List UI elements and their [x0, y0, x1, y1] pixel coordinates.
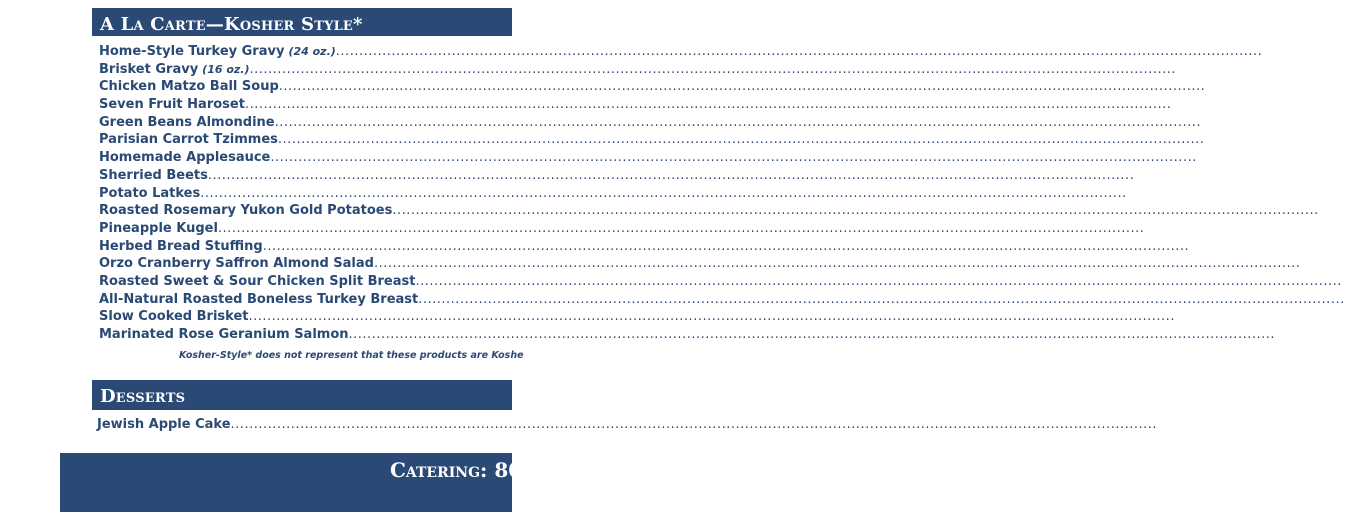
kosher-section-title: A La Carte—Kosher Style*: [100, 14, 363, 35]
leader-dots: ........................................................................................................................................................................................................: [278, 79, 1206, 95]
menu-item: [99, 61, 1176, 79]
menu-item: [99, 131, 1205, 149]
menu-item-name: Herbed Bread Stuffing: [99, 238, 263, 254]
menu-item-name: Marinated Rose Geranium Salmon: [99, 327, 349, 342]
desserts-section-header: [92, 380, 512, 410]
leader-dots: ........................................................................................................................................................................................................: [270, 150, 1197, 166]
menu-item-name: All-Natural Roasted Boneless Turkey Breast: [99, 291, 419, 307]
menu-item-size-note: (16 oz.): [202, 62, 250, 76]
menu-item: [99, 308, 1175, 326]
catering-footer: [60, 453, 523, 512]
menu-item-name: Home-Style Turkey Gravy: [99, 44, 285, 59]
kosher-item-list: [99, 43, 1345, 344]
kosher-section-header: [92, 8, 512, 36]
menu-item-name: Jewish Apple Cake: [97, 417, 231, 432]
dessert-item-list: [97, 416, 1158, 434]
menu-item: [97, 416, 1158, 434]
kosher-disclaimer: Kosher-Style* does not represent that these products are Koshe: [179, 350, 524, 361]
menu-item-name: Parisian Carrot Tzimmes: [99, 132, 278, 148]
menu-item-name: Roasted Rosemary Yukon Gold Potatoes: [99, 203, 393, 219]
menu-item-name: Potato Latkes: [99, 185, 201, 201]
leader-dots: ........................................................................................................................................................................................................: [418, 291, 1345, 307]
menu-item: [99, 202, 1319, 220]
menu-item-name: Slow Cooked Brisket: [99, 309, 249, 325]
leader-dots: ........................................................................................................................................................................................................: [335, 44, 1263, 59]
leader-dots: ........................................................................................................................................................................................................: [230, 417, 1158, 432]
menu-item: [99, 43, 1263, 61]
leader-dots: ........................................................................................................................................................................................................: [200, 185, 1127, 201]
menu-item: [99, 326, 1275, 344]
menu-item-name: Chicken Matzo Ball Soup: [99, 79, 279, 95]
menu-item-name: Homemade Applesauce: [99, 150, 271, 166]
menu-item: [99, 238, 1190, 256]
menu-item: [99, 114, 1202, 132]
menu-item-name: Seven Fruit Haroset: [99, 97, 245, 113]
menu-item: [99, 78, 1206, 96]
menu-item: [99, 220, 1145, 238]
menu-item: [99, 255, 1301, 273]
menu-item-name: Orzo Cranberry Saffron Almond Salad: [99, 256, 374, 272]
leader-dots: ........................................................................................................................................................................................................: [244, 97, 1172, 113]
menu-item-name: Pineapple Kugel: [99, 220, 218, 236]
leader-dots: ........................................................................................................................................................................................................: [348, 327, 1275, 342]
leader-dots: ........................................................................................................................................................................................................: [277, 132, 1205, 148]
menu-item: [99, 273, 1342, 291]
leader-dots: ........................................................................................................................................................................................................: [248, 309, 1175, 325]
menu-item-name: Roasted Sweet & Sour Chicken Split Breast: [99, 273, 416, 289]
leader-dots: ........................................................................................................................................................................................................: [373, 256, 1301, 272]
catering-label: Catering: 80: [390, 458, 523, 482]
leader-dots: ........................................................................................................................................................................................................: [415, 273, 1342, 289]
leader-dots: ........................................................................................................................................................................................................: [262, 238, 1190, 254]
menu-item: [99, 96, 1172, 114]
menu-item: [99, 149, 1197, 167]
leader-dots: ........................................................................................................................................................................................................: [274, 114, 1202, 130]
desserts-section-title: Desserts: [100, 386, 186, 407]
menu-item-name: Brisket Gravy: [99, 61, 199, 77]
menu-item-name: Sherried Beets: [99, 167, 208, 183]
menu-item-name: Green Beans Almondine: [99, 114, 275, 130]
menu-item-size-note: (24 oz.): [288, 45, 336, 58]
menu-item: [99, 185, 1127, 203]
leader-dots: ........................................................................................................................................................................................................: [249, 61, 1176, 77]
leader-dots: ........................................................................................................................................................................................................: [392, 203, 1319, 219]
leader-dots: ........................................................................................................................................................................................................: [217, 220, 1145, 236]
leader-dots: ........................................................................................................................................................................................................: [207, 167, 1135, 183]
menu-item: [99, 291, 1345, 309]
menu-item: [99, 167, 1135, 185]
